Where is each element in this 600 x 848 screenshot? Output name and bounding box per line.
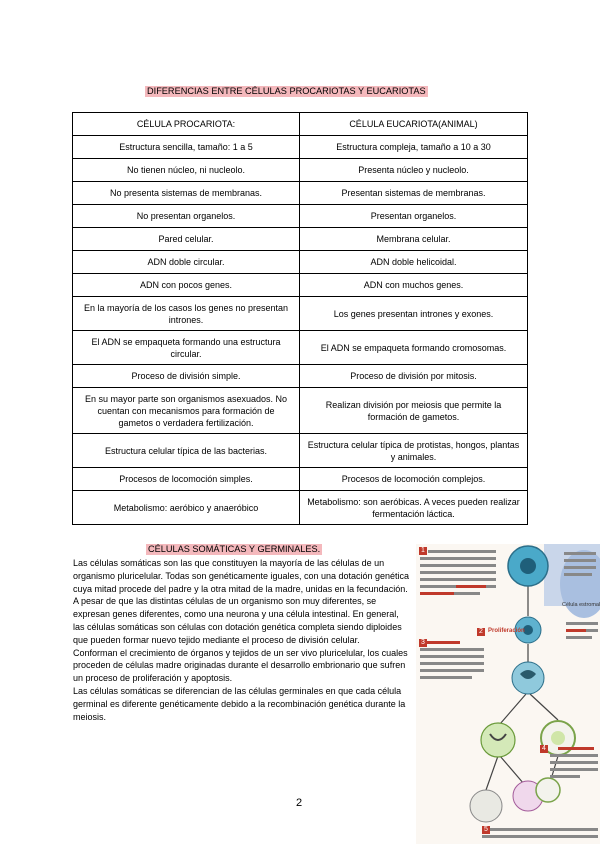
table-cell: Estructura celular típica de protistas, hongos, plantas y animales. xyxy=(300,434,528,468)
table-cell: Presenta núcleo y nucleolo. xyxy=(300,159,528,182)
table-row xyxy=(73,434,528,468)
table-cell: ADN doble helicoidal. xyxy=(300,251,528,274)
table-cell: Procesos de locomoción simples. xyxy=(73,468,300,491)
table-cell: Metabolismo: aeróbico y anaeróbico xyxy=(73,491,300,525)
table-row xyxy=(73,136,528,159)
table-cell: Presentan organelos. xyxy=(300,205,528,228)
table-cell: Estructura sencilla, tamaño: 1 a 5 xyxy=(73,136,300,159)
figure-illustration xyxy=(416,544,600,844)
paragraph: Conforman el crecimiento de órganos y tejidos de un ser vivo pluricelular, los cuales proceden de células madre originadas durante el desarrollo embrionario que sufren un proceso de proliferación y apoptosis. xyxy=(73,647,408,684)
table-row xyxy=(73,365,528,388)
table-row xyxy=(73,274,528,297)
table-row xyxy=(73,491,528,525)
table-cell: No presentan organelos. xyxy=(73,205,300,228)
figure-step-4: 4 xyxy=(540,745,548,753)
figure-step-1: 1 xyxy=(419,547,427,555)
table-cell: Estructura compleja, tamaño a 10 a 30 xyxy=(300,136,528,159)
somatic-cells-text xyxy=(73,557,411,723)
table-cell: En su mayor parte son organismos asexuados. No cuentan con mecanismos para formación de gametos o verdadera fertilización. xyxy=(73,388,300,434)
table-row xyxy=(73,205,528,228)
table-cell: Realizan división por meiosis que permite la formación de gametos. xyxy=(300,388,528,434)
table-cell: En la mayoría de los casos los genes no presentan intrones. xyxy=(73,297,300,331)
table-cell: Pared celular. xyxy=(73,228,300,251)
table-row xyxy=(73,331,528,365)
stem-cell-differentiation-figure xyxy=(416,544,600,844)
table-cell: Metabolismo: son aeróbicas. A veces pueden realizar fermentación láctica. xyxy=(300,491,528,525)
figure-label-celula-estromal: Célula estromal xyxy=(562,602,600,608)
table-cell: El ADN se empaqueta formando cromosomas. xyxy=(300,331,528,365)
figure-step-2: 2 xyxy=(477,628,485,636)
table-cell: Proceso de división simple. xyxy=(73,365,300,388)
table-cell: Los genes presentan intrones y exones. xyxy=(300,297,528,331)
table-row xyxy=(73,159,528,182)
table-header-row xyxy=(73,113,528,136)
comparison-table xyxy=(72,112,528,525)
table-cell: ADN doble circular. xyxy=(73,251,300,274)
table-cell: Membrana celular. xyxy=(300,228,528,251)
table-row xyxy=(73,468,528,491)
section-title-somatic-germinal: CÉLULAS SOMÁTICAS Y GERMINALES. xyxy=(148,544,321,554)
table-cell: Procesos de locomoción complejos. xyxy=(300,468,528,491)
table-row xyxy=(73,228,528,251)
table-row xyxy=(73,251,528,274)
paragraph: Las células somáticas son las que constituyen la mayoría de las células de un organismo pluricelular. Todas son genéticamente iguales, con una dotación genética cuya mitad procede del padre y la otra mitad de la madre, unidas en la fecundación. A pesar de que las distintas células de un organismo son muy diferentes, se expresan genes diferentes, como una neurona y una célula intestinal. En general, las células somáticas son células con dotación genética completa siendo diploides que pueden formar nuevo tejido mediante el proceso de división celular. xyxy=(73,558,410,645)
figure-step-3: 3 xyxy=(419,639,427,647)
table-header-prokaryote: CÉLULA PROCARIOTA: xyxy=(73,113,300,136)
figure-step-5: 5 xyxy=(482,826,490,834)
table-cell: ADN con pocos genes. xyxy=(73,274,300,297)
table-row xyxy=(73,297,528,331)
table-cell: No presenta sistemas de membranas. xyxy=(73,182,300,205)
table-cell: Presentan sistemas de membranas. xyxy=(300,182,528,205)
table-row xyxy=(73,388,528,434)
table-cell: Estructura celular típica de las bacterias. xyxy=(73,434,300,468)
paragraph: Las células somáticas se diferencian de las células germinales en que cada célula germinal es diferente genéticamente debido a la recombinación genética durante la meiosis. xyxy=(73,685,406,722)
table-row xyxy=(73,182,528,205)
section-title-differences: DIFERENCIAS ENTRE CÉLULAS PROCARIOTAS Y EUCARIOTAS xyxy=(147,86,426,96)
table-cell: ADN con muchos genes. xyxy=(300,274,528,297)
table-cell: El ADN se empaqueta formando una estructura circular. xyxy=(73,331,300,365)
page-number: 2 xyxy=(296,797,303,809)
table-cell: No tienen núcleo, ni nucleolo. xyxy=(73,159,300,182)
figure-label-proliferacion: Proliferación xyxy=(488,628,525,634)
table-header-eukaryote: CÉLULA EUCARIOTA(ANIMAL) xyxy=(300,113,528,136)
table-cell: Proceso de división por mitosis. xyxy=(300,365,528,388)
